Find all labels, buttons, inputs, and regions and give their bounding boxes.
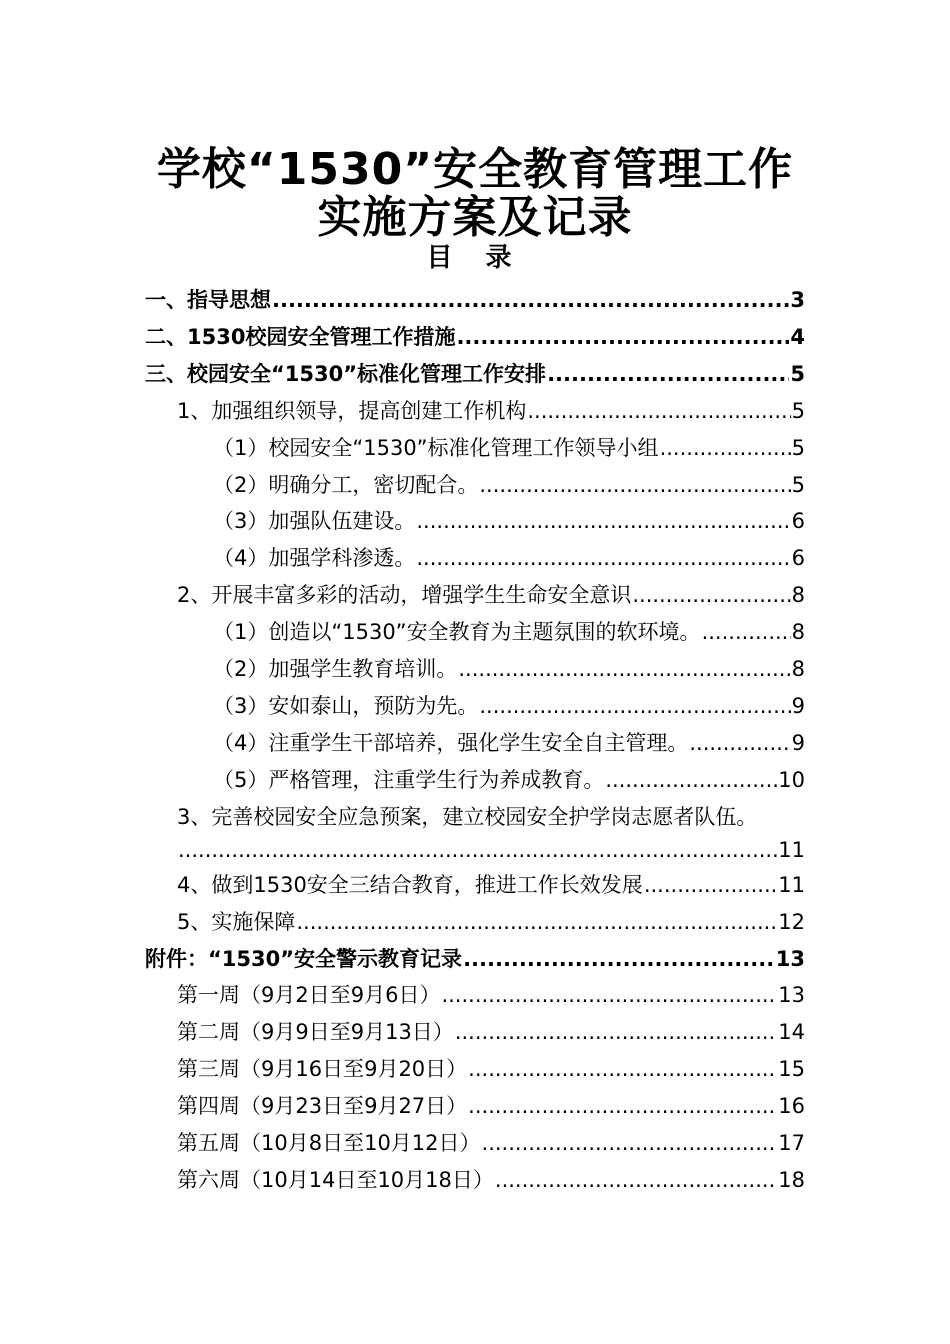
toc-page-number: 6 <box>791 509 805 533</box>
toc-dot-leader <box>296 904 777 940</box>
toc-entry-three-combination[interactable] <box>177 867 805 903</box>
toc-entry-label: 第三周（9月16日至9月20日） <box>177 1057 468 1081</box>
toc-entry-subject-integration[interactable] <box>213 540 805 576</box>
toc-page-number: 8 <box>791 620 805 644</box>
toc-page-number: 9 <box>791 731 805 755</box>
toc-entry-emergency-plan-label[interactable]: 3、完善校园安全应急预案，建立校园安全护学岗志愿者队伍。 <box>177 805 758 829</box>
toc-entry-label: （4）加强学科渗透。 <box>213 546 416 570</box>
toc-dot-leader <box>527 393 790 429</box>
toc-entry-prevention-first[interactable] <box>213 688 805 724</box>
toc-heading: 目 录 <box>426 243 524 273</box>
toc-page-number: 14 <box>778 1020 805 1044</box>
toc-entry-safety-measures[interactable] <box>145 319 805 355</box>
toc-entry-label: 第五周（10月8日至10月12日） <box>177 1131 481 1155</box>
toc-entry-label: 第四周（9月23日至9月27日） <box>177 1094 468 1118</box>
toc-entry-organization-leadership[interactable] <box>177 393 805 429</box>
toc-entry-label: 一、指导思想 <box>145 288 271 312</box>
document-title-line-2: 实施方案及记录 <box>317 192 633 243</box>
toc-entry-label: （2）明确分工，密切配合。 <box>213 473 479 497</box>
toc-entry-label: 2、开展丰富多彩的活动，增强学生生命安全意识 <box>177 583 632 607</box>
toc-page-number: 4 <box>790 325 805 349</box>
toc-entry-label: 第六周（10月14日至10月18日） <box>177 1168 494 1192</box>
toc-dot-leader <box>441 977 777 1013</box>
toc-entry-week-2[interactable] <box>177 1014 805 1050</box>
toc-entry-label: （3）加强队伍建设。 <box>213 509 416 533</box>
toc-page-number: 15 <box>778 1057 805 1081</box>
toc-entry-week-5[interactable] <box>177 1125 805 1161</box>
toc-page-number: 11 <box>778 838 805 862</box>
toc-dot-leader <box>689 725 790 761</box>
toc-entry-label: 第一周（9月2日至9月6日） <box>177 983 441 1007</box>
toc-entry-label: （5）严格管理，注重学生行为养成教育。 <box>213 768 605 792</box>
toc-page-number: 13 <box>775 947 805 971</box>
toc-entry-label: （1）创造以“1530”安全教育为主题氛围的软环境。 <box>213 620 701 644</box>
toc-dot-leader <box>272 282 789 318</box>
toc-dot-leader <box>463 941 775 977</box>
toc-page-number: 10 <box>778 768 805 792</box>
toc-entry-week-6[interactable] <box>177 1162 805 1198</box>
toc-page-number: 8 <box>791 657 805 681</box>
toc-entry-leading-group[interactable] <box>213 430 805 466</box>
toc-entry-student-training[interactable] <box>213 651 805 687</box>
toc-page-number: 17 <box>778 1131 805 1155</box>
toc-dot-leader <box>660 430 791 466</box>
toc-dot-leader <box>702 614 791 650</box>
toc-dot-leader <box>605 762 777 798</box>
toc-entry-label: 三、校园安全“1530”标准化管理工作安排 <box>145 362 547 386</box>
toc-entry-label: 4、做到1530安全三结合教育，推进工作长效发展 <box>177 873 643 897</box>
toc-dot-leader <box>416 540 790 576</box>
toc-entry-week-1[interactable] <box>177 977 805 1013</box>
document-title-line-1: 学校“1530”安全教育管理工作 <box>156 144 794 195</box>
toc-entry-label: （4）注重学生干部培养，强化学生安全自主管理。 <box>213 731 689 755</box>
toc-page-number: 5 <box>791 399 805 423</box>
toc-entry-week-4[interactable] <box>177 1088 805 1124</box>
toc-dot-leader <box>468 1088 777 1124</box>
toc-dot-leader <box>482 1125 778 1161</box>
toc-entry-week-3[interactable] <box>177 1051 805 1087</box>
toc-page-number: 11 <box>778 873 805 897</box>
toc-entry-label: 5、实施保障 <box>177 910 296 934</box>
toc-entry-standardized-management[interactable] <box>145 356 805 392</box>
toc-entry-label: 二、1530校园安全管理工作措施 <box>145 325 456 349</box>
toc-entry-implementation-guarantee[interactable] <box>177 904 805 940</box>
toc-entry-label: （2）加强学生教育培训。 <box>213 657 458 681</box>
toc-page-number: 5 <box>791 436 805 460</box>
toc-page-number: 3 <box>790 288 805 312</box>
toc-dot-leader <box>456 319 789 355</box>
toc-entry-activities[interactable] <box>177 577 805 613</box>
toc-page-number: 5 <box>791 473 805 497</box>
toc-page-number: 8 <box>791 583 805 607</box>
toc-entry-appendix[interactable] <box>145 941 805 977</box>
toc-dot-leader <box>458 651 790 687</box>
toc-dot-leader <box>178 832 777 868</box>
toc-entry-team-building[interactable] <box>213 503 805 539</box>
toc-page-number: 16 <box>778 1094 805 1118</box>
toc-page-number: 9 <box>791 694 805 718</box>
toc-dot-leader <box>479 688 790 724</box>
toc-entry-label: 1、加强组织领导，提高创建工作机构 <box>177 399 527 423</box>
toc-entry-label: 附件：“1530”安全警示教育记录 <box>145 947 463 971</box>
toc-dot-leader <box>644 867 777 903</box>
toc-entry-label: （3）安如泰山，预防为先。 <box>213 694 479 718</box>
toc-dot-leader <box>495 1162 777 1198</box>
toc-entry-division-of-work[interactable] <box>213 467 805 503</box>
toc-page-number: 13 <box>778 983 805 1007</box>
toc-entry-student-cadres[interactable] <box>213 725 805 761</box>
toc-entry-emergency-plan-continuation[interactable] <box>177 832 805 868</box>
toc-dot-leader <box>547 356 789 392</box>
toc-entry-soft-environment[interactable] <box>213 614 805 650</box>
toc-entry-guiding-ideology[interactable] <box>145 282 805 318</box>
toc-entry-label: （1）校园安全“1530”标准化管理工作领导小组 <box>213 436 659 460</box>
toc-dot-leader <box>632 577 790 613</box>
toc-page-number: 18 <box>778 1168 805 1192</box>
toc-dot-leader <box>479 467 790 503</box>
toc-entry-strict-management[interactable] <box>213 762 805 798</box>
toc-entry-label: 第二周（9月9日至9月13日） <box>177 1020 454 1044</box>
toc-dot-leader <box>455 1014 777 1050</box>
toc-page-number: 5 <box>790 362 805 386</box>
toc-page-number: 12 <box>778 910 805 934</box>
toc-dot-leader <box>416 503 790 539</box>
toc-page-number: 6 <box>791 546 805 570</box>
toc-dot-leader <box>468 1051 777 1087</box>
